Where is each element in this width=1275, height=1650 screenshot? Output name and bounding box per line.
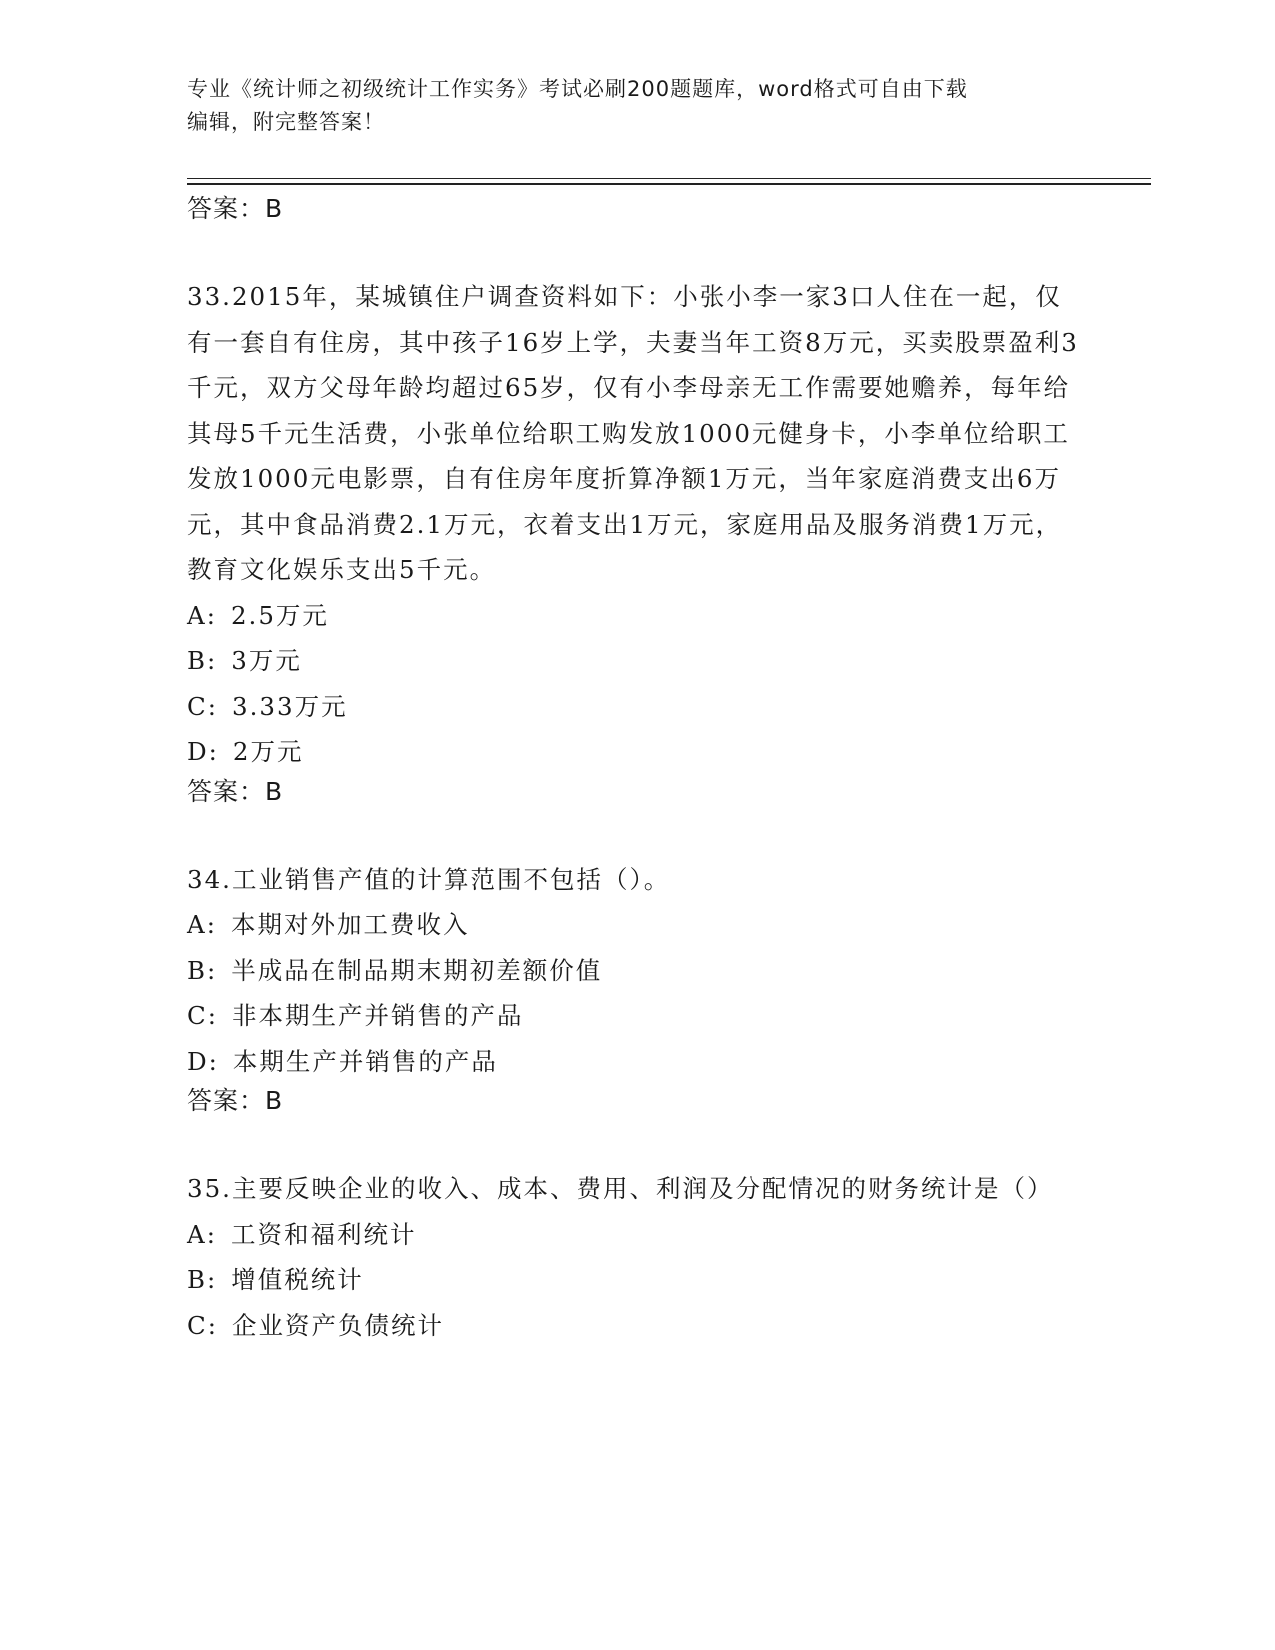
question-text: 33.2015年，某城镇住户调查资料如下：小张小李一家3口人住在一起，仅有一套自有住房，其中孩子16岁上学，夫妻当年工资8万元，买卖股票盈利3千元，双方父母年龄均超过65岁，仅有小李母亲无工作需要她赡养，每年给其母5千元生活费，小张单位给职工购发放1000元健身卡，小李单位给职工发放1000元电影票，自有住房年度折算净额1万元，当年家庭消费支出6万元，其中食品消费2.1万元，衣着支出1万元，家庭用品及服务消费1万元，教育文化娱乐支出5千元。	[187, 282, 1079, 584]
option-text: 增值税统计	[231, 1265, 364, 1294]
option-text: 2万元	[232, 737, 304, 766]
question-text: 34.工业销售产值的计算范围不包括（）。	[187, 864, 671, 894]
option-key: D:	[187, 737, 219, 766]
option-c	[187, 1303, 1087, 1349]
header-divider-thick	[187, 183, 1151, 185]
question-34	[187, 857, 1087, 1085]
option-key: B:	[187, 1265, 218, 1294]
option-a	[187, 902, 1087, 948]
option-key: A:	[187, 910, 217, 939]
option-b	[187, 1257, 1087, 1303]
option-text: 本期对外加工费收入	[230, 910, 470, 939]
option-text: 3万元	[231, 646, 302, 675]
option-a	[187, 593, 1087, 639]
option-key: B:	[187, 646, 218, 675]
page-header	[187, 73, 1067, 139]
header-divider-thin	[187, 178, 1151, 179]
option-text: 本期生产并销售的产品	[232, 1046, 498, 1076]
question-text: 35.主要反映企业的收入、成本、费用、利润及分配情况的财务统计是（）	[187, 1174, 1054, 1203]
option-key: C:	[187, 1310, 219, 1340]
question-35	[187, 1166, 1087, 1348]
option-text: 企业资产负债统计	[232, 1310, 445, 1340]
option-key: A:	[187, 1219, 217, 1249]
header-title-line-1: 专业《统计师之初级统计工作实务》考试必刷200题题库，word格式可自由下载	[187, 77, 968, 101]
option-key: A:	[187, 600, 217, 630]
option-c	[187, 684, 1087, 730]
option-b	[187, 948, 1087, 994]
option-key: D:	[187, 1046, 219, 1076]
option-a	[187, 1212, 1087, 1258]
option-text: 半成品在制品期末期初差额价值	[231, 955, 603, 985]
spacer	[187, 809, 1087, 857]
option-text: 工资和福利统计	[230, 1219, 417, 1249]
option-b	[187, 638, 1087, 684]
option-key: C:	[187, 691, 219, 721]
option-text: 3.33万元	[232, 691, 348, 721]
spacer	[187, 226, 1087, 274]
spacer	[187, 1118, 1087, 1166]
option-d	[187, 729, 1087, 775]
option-c	[187, 993, 1087, 1039]
option-key: B:	[187, 955, 218, 985]
option-key: C:	[187, 1001, 219, 1030]
option-text: 非本期生产并销售的产品	[232, 1001, 524, 1030]
question-33	[187, 274, 1087, 775]
answer-33: 答案：B	[187, 776, 284, 806]
question-list	[187, 192, 1087, 1348]
header-title-line-2: 编辑，附完整答案！	[187, 110, 385, 134]
previous-answer: 答案：B	[187, 194, 284, 223]
option-d	[187, 1039, 1087, 1085]
answer-34: 答案：B	[187, 1086, 284, 1115]
option-text: 2.5万元	[230, 600, 329, 630]
